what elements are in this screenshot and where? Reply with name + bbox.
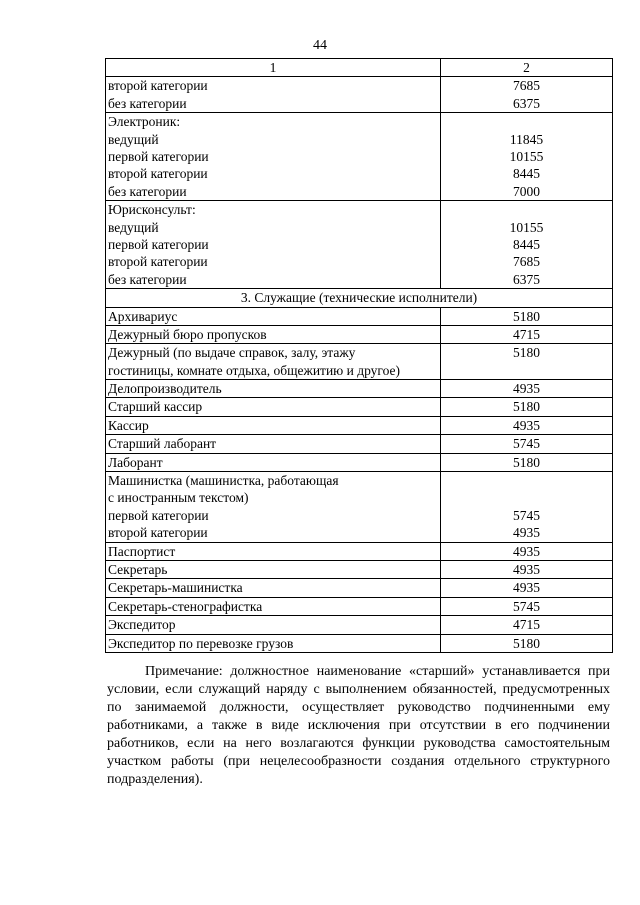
- salary-cell: [441, 560, 613, 578]
- salary-value: 5180: [513, 399, 540, 415]
- salary-value: 5745: [513, 436, 540, 452]
- footnote: [107, 663, 610, 789]
- salary-value: 4715: [513, 326, 540, 342]
- position-name: Экспедитор: [108, 617, 176, 633]
- salary-value: 4715: [513, 617, 540, 633]
- position-name: Дежурный бюро пропусков: [108, 326, 267, 342]
- position-cell: [106, 634, 441, 652]
- section-heading: 3. Служащие (технические исполнители): [106, 289, 613, 307]
- salary-value: 7685: [513, 254, 540, 270]
- salary-cell: [441, 113, 613, 201]
- salary-cell: [441, 597, 613, 615]
- table-row: [106, 325, 613, 343]
- position-cell: [106, 201, 441, 289]
- salary-value: 5745: [513, 598, 540, 614]
- position-name: Кассир: [108, 417, 149, 433]
- salary-value: 5180: [513, 454, 540, 470]
- position-name: Секретарь: [108, 561, 168, 577]
- table-row: [106, 307, 613, 325]
- position-name: Паспортист: [108, 543, 176, 559]
- position-cell: [106, 113, 441, 201]
- position-name: Лаборант: [108, 454, 163, 470]
- table-row: [106, 634, 613, 652]
- footnote-text: Примечание: должностное наименование «старший» устанавливается при условии, если служащий наряду с выполнением обязанностей, предусмотренных по занимаемой должности, осуществляет руководство подчиненными ему работниками, а также в виде исключения при отсутствии в его подчинении работников, если на него возлагаются функции руководства самостоятельным участком работы (при нецелесообразности создания отдельного структурного подразделения).: [107, 664, 610, 787]
- position-name: первой категории: [108, 507, 209, 523]
- position-name: первой категории: [108, 236, 209, 252]
- position-name: Старший кассир: [108, 399, 203, 415]
- table-row: [106, 344, 613, 380]
- table-header-row: [106, 59, 613, 77]
- position-cell: [106, 325, 441, 343]
- position-name: первой категории: [108, 148, 209, 164]
- position-name: Электроник:: [108, 114, 181, 130]
- position-name: Старший лаборант: [108, 436, 217, 452]
- position-cell: [106, 380, 441, 398]
- salary-value: 4935: [513, 525, 540, 541]
- salary-value: 4935: [513, 417, 540, 433]
- salary-value: 10155: [509, 148, 544, 164]
- salary-value: 5180: [513, 345, 540, 361]
- position-name: Секретарь-стенографистка: [108, 598, 263, 614]
- salary-cell: [441, 616, 613, 634]
- position-name: Машинистка (машинистка, работающая: [108, 473, 339, 489]
- salary-value: [443, 489, 610, 506]
- table-row: [106, 542, 613, 560]
- salary-cell: [441, 398, 613, 416]
- table-row: [106, 201, 613, 289]
- column-header-position: 1: [106, 59, 441, 77]
- table-row: [106, 380, 613, 398]
- salary-value: [443, 113, 610, 130]
- position-name: Экспедитор по перевозке грузов: [108, 635, 294, 651]
- table-row: [106, 560, 613, 578]
- position-cell: [106, 560, 441, 578]
- position-name: Делопроизводитель: [108, 381, 222, 397]
- table-row: [106, 398, 613, 416]
- table-row: [106, 77, 613, 113]
- salary-value: 5180: [513, 308, 540, 324]
- salary-value: 7000: [513, 183, 540, 199]
- position-cell: [106, 77, 441, 113]
- salary-value: [443, 362, 610, 379]
- salary-value: 6375: [513, 95, 540, 111]
- salary-value: 4935: [513, 580, 540, 596]
- position-name: без категории: [108, 95, 187, 111]
- position-name: ведущий: [108, 131, 159, 147]
- page-number: 44: [313, 38, 327, 53]
- position-name: второй категории: [108, 78, 208, 94]
- salary-value: 10155: [509, 219, 544, 235]
- table-row: [106, 616, 613, 634]
- position-cell: [106, 597, 441, 615]
- salary-value: 11845: [509, 131, 544, 147]
- salary-cell: [441, 542, 613, 560]
- position-cell: [106, 398, 441, 416]
- table-row: [106, 472, 613, 543]
- position-name: Юрисконсульт:: [108, 202, 196, 218]
- table-row: [106, 435, 613, 453]
- salary-cell: [441, 325, 613, 343]
- salary-value: 6375: [513, 271, 540, 287]
- position-cell: [106, 453, 441, 471]
- position-name: ведущий: [108, 219, 159, 235]
- salary-value: 5180: [513, 635, 540, 651]
- position-name: без категории: [108, 271, 187, 287]
- position-name: второй категории: [108, 254, 208, 270]
- table-row: [106, 416, 613, 434]
- salary-cell: [441, 344, 613, 380]
- position-cell: [106, 416, 441, 434]
- salary-value: 4935: [513, 561, 540, 577]
- position-cell: [106, 616, 441, 634]
- salary-cell: [441, 201, 613, 289]
- salary-cell: [441, 380, 613, 398]
- salary-cell: [441, 472, 613, 543]
- salary-cell: [441, 579, 613, 597]
- position-name: второй категории: [108, 525, 208, 541]
- salary-cell: [441, 634, 613, 652]
- salary-value: 7685: [513, 78, 540, 94]
- table-row: [106, 579, 613, 597]
- position-name: без категории: [108, 183, 187, 199]
- section-row: [106, 289, 613, 307]
- salary-value: 4935: [513, 381, 540, 397]
- table-row: [106, 597, 613, 615]
- salary-value: [443, 472, 610, 489]
- salary-cell: [441, 435, 613, 453]
- salary-cell: [441, 416, 613, 434]
- salary-value: [443, 201, 610, 218]
- salary-value: 4935: [513, 543, 540, 559]
- column-header-salary: 2: [441, 59, 613, 77]
- table-row: [106, 113, 613, 201]
- salary-table: [105, 58, 613, 653]
- salary-cell: [441, 453, 613, 471]
- position-name: с иностранным текстом): [108, 490, 249, 506]
- table-row: [106, 453, 613, 471]
- position-name: второй категории: [108, 166, 208, 182]
- position-name: Архивариус: [108, 308, 178, 324]
- position-cell: [106, 472, 441, 543]
- position-cell: [106, 579, 441, 597]
- salary-value: 8445: [513, 236, 540, 252]
- salary-cell: [441, 307, 613, 325]
- salary-value: 8445: [513, 166, 540, 182]
- table-body: [106, 77, 613, 653]
- salary-value: 5745: [513, 507, 540, 523]
- position-cell: [106, 542, 441, 560]
- salary-cell: [441, 77, 613, 113]
- position-cell: [106, 435, 441, 453]
- position-name: Дежурный (по выдаче справок, залу, этажу: [108, 345, 356, 361]
- position-name: гостиницы, комнате отдыха, общежитию и другое): [108, 362, 401, 378]
- position-name: Секретарь-машинистка: [108, 580, 243, 596]
- position-cell: [106, 344, 441, 380]
- position-cell: [106, 307, 441, 325]
